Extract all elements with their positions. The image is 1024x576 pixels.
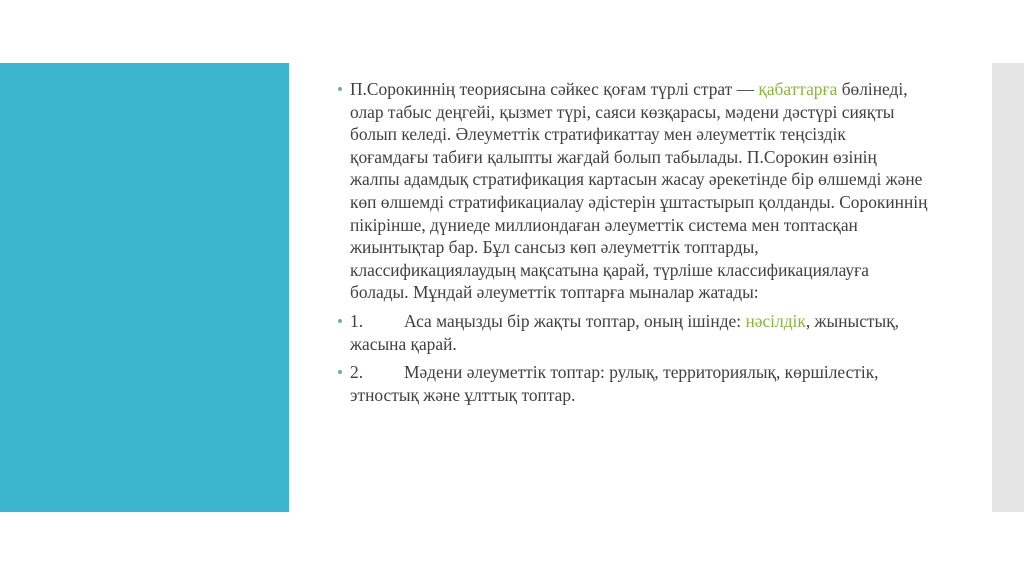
item-number: 1. [350,310,364,331]
accent-block [0,63,289,512]
paragraph-item-1 [338,310,928,355]
item-number: 2. [350,362,364,383]
paragraph-text: П.Сорокиннің теориясына сәйкес қоғам түрлі страт — [350,79,759,99]
bullet-icon [338,370,342,374]
bullet-icon [338,319,342,323]
highlighted-term: қабаттарға [758,79,838,99]
side-strip [992,63,1024,512]
highlighted-term: нәсілдік [745,310,806,331]
paragraph-intro [338,78,928,304]
text-body [338,78,928,412]
bullet-icon [338,87,342,91]
paragraph-text: Мәдени әлеуметтік топтар: рулық, территориялық, көршілестік, этностық және ұлттық топтар. [350,362,879,405]
paragraph-text: , жыныстық, жасына қарай. [350,310,900,354]
paragraph-text: Аса маңызды бір жақты топтар, оның ішінде: [404,310,746,331]
paragraph-item-2 [338,361,928,406]
paragraph-text: бөлінеді, олар табыс деңгейі, қызмет түрі, саяси көзқарасы, мәдени дәстүрі сияқты болып келеді. Әлеуметтік стратификаттау мен әлеуметтік теңсіздік қоғамдағы табиғи қалыпты жағдай болып табылады. П.Сорокин өзінің жалпы адамдық стратификация картасын жасау әрекетінде бір өлшемді және көп өлшемді стратификациалау әдістерін ұштастырып қолданды. Сорокиннің пікірінше, дүниеде миллиондаған әлеуметтік система мен топтасқан жиынтықтар бар. Бұл сансыз көп әлеуметтік топтарды, классификациялаудың мақсатына қарай, түрліше классификациялауға болады. Мұндай әлеуметтік топтарға мыналар жатады: [350,79,928,303]
